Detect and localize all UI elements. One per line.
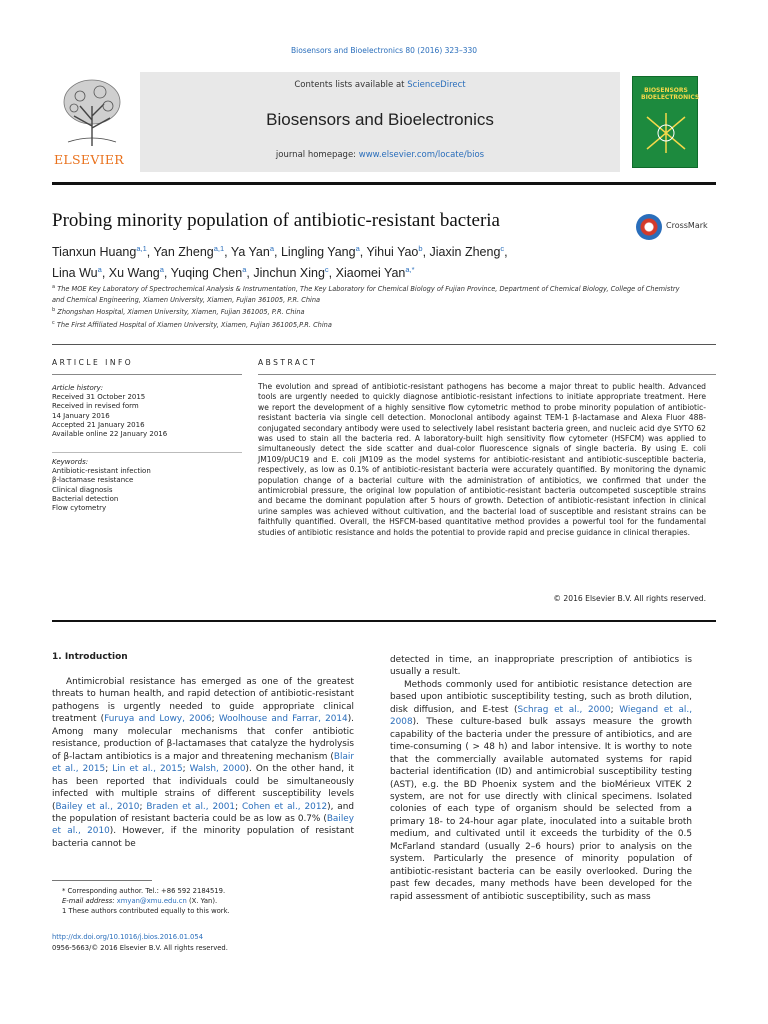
keyword-item: β-lactamase resistance bbox=[52, 476, 134, 485]
info-separator bbox=[52, 452, 242, 453]
author-affil-mark[interactable]: a bbox=[97, 265, 102, 275]
crossmark-label: CrossMark bbox=[666, 221, 708, 230]
text-run: ). On the other hand, it has been reported that individuals could be simultaneously infected with multiple strains of different susceptibility levels ( bbox=[52, 764, 355, 812]
crossmark-icon bbox=[636, 214, 662, 240]
article-title: Probing minority population of antibiotic-resistant bacteria bbox=[52, 210, 500, 231]
corresponding-author-note: * Corresponding author. Tel.: +86 592 2184519. bbox=[62, 887, 226, 895]
contents-prefix: Contents lists available at bbox=[294, 80, 408, 90]
text-run: ). Among many molecular mechanisms that confer antibiotic resistance, production of β-lactamases that catalyze the hydrolysis of β-lactam antibiotics is a major and threatening mechanism ( bbox=[52, 714, 354, 762]
reference-link[interactable]: Woolhouse and Farrar, 2014 bbox=[218, 714, 348, 725]
reference-link[interactable]: Walsh, 2000 bbox=[189, 764, 246, 775]
intro-paragraph bbox=[390, 679, 692, 903]
journal-citation[interactable]: Biosensors and Bioelectronics 80 (2016) 323–330 bbox=[290, 46, 478, 55]
info-rule bbox=[52, 374, 242, 375]
history-item: Received in revised form bbox=[52, 402, 139, 411]
text-run: ; bbox=[235, 801, 242, 812]
affiliation-item bbox=[52, 318, 692, 331]
right-column bbox=[390, 654, 692, 903]
reference-link[interactable]: Schrag et al., 2000 bbox=[517, 704, 611, 715]
author-affil-mark[interactable]: a bbox=[159, 265, 164, 275]
homepage-link[interactable]: www.elsevier.com/locate/bios bbox=[358, 150, 485, 160]
journal-cover-image[interactable] bbox=[632, 76, 698, 168]
author-affil-mark[interactable]: a bbox=[269, 244, 275, 253]
history-item: 14 January 2016 bbox=[52, 411, 110, 420]
contents-line bbox=[140, 80, 620, 90]
article-history bbox=[52, 384, 242, 439]
text-run: Methods commonly used for antibiotic resistance detection are based upon antibiotic susceptibility testing, such as broth dilution, disk diffusion, and E-test ( bbox=[390, 679, 692, 715]
text-run: ), and the population of resistant bacteria could be as low as 0.7% ( bbox=[52, 801, 354, 824]
keywords-label: Keywords: bbox=[52, 458, 89, 466]
affiliation-mark: b bbox=[52, 307, 56, 314]
keyword-item: Flow cytometry bbox=[52, 504, 107, 513]
history-item: Received 31 October 2015 bbox=[52, 393, 146, 402]
journal-banner bbox=[140, 72, 620, 172]
affiliation-item bbox=[52, 305, 692, 318]
reference-link[interactable]: Lin et al., 2015 bbox=[112, 764, 183, 775]
journal-title: Biosensors and Bioelectronics bbox=[266, 110, 494, 129]
elsevier-tree-icon bbox=[60, 76, 124, 146]
homepage-line bbox=[140, 150, 620, 160]
text-run: ). These culture-based bulk assays measure the growth capability of the bacteria under the pressure of antibiotics, and are time-consuming ( > 48 h) and labor intensive. It is worthy to note that the commercially available automated systems for rapid bacterial identification (ID) and antimicrobial susceptibility testing (AST), e.g. the BD Phoenix system and the bioMérieux VITEK 2 system, are not for use directly with clinical specimens. Isolated colonies of each type of organism should be selected from a primary 18- to 24-hour agar plate, inoculated into a suitable broth medium, and cultivated until it exceeds the turbidity of the 0.5 McFarland standard (usually 2–6 hours) prior to analysis on the system. Particularly the presence of minority population of antibiotic-resistant bacteria can be easily overlooked. During the past few decades, many methods have been developed for the rapid assessment of antibiotic susceptibility, such as mass bbox=[390, 717, 692, 902]
author-affil-mark[interactable]: a bbox=[355, 244, 360, 253]
keyword-item: Clinical diagnosis bbox=[52, 485, 113, 494]
keyword-item: Antibiotic-resistant infection bbox=[52, 467, 151, 476]
author-name[interactable]: Tianxun Huang bbox=[52, 245, 137, 260]
author-affil-mark[interactable]: c bbox=[324, 265, 329, 275]
homepage-prefix: journal homepage: bbox=[275, 150, 359, 160]
author-name[interactable]: Xu Wang bbox=[108, 266, 160, 281]
journal-header bbox=[52, 72, 716, 172]
doi-link[interactable]: http://dx.doi.org/10.1016/j.bios.2016.01.054 bbox=[52, 933, 204, 941]
text-run: ; bbox=[211, 714, 219, 725]
email-label: E-mail address: bbox=[62, 897, 117, 905]
affiliation-item bbox=[52, 282, 692, 305]
email-link[interactable]: xmyan@xmu.edu.cn bbox=[116, 897, 187, 905]
elsevier-wordmark: ELSEVIER bbox=[54, 152, 125, 167]
author-name[interactable]: Ya Yan bbox=[230, 245, 270, 260]
intro-paragraph bbox=[52, 676, 354, 850]
footnote-rule bbox=[52, 880, 152, 881]
cover-artwork-icon bbox=[643, 113, 689, 153]
affiliation-text: Zhongshan Hospital, Xiamen University, Xiamen, Fujian 361005, P.R. China bbox=[57, 308, 305, 317]
author-affil-mark[interactable]: c bbox=[500, 244, 505, 253]
reference-link[interactable]: Braden et al., 2001 bbox=[146, 801, 236, 812]
footnotes bbox=[52, 886, 354, 916]
text-run: ; bbox=[610, 704, 620, 715]
text-run: ; bbox=[105, 764, 113, 775]
affiliation-mark: a bbox=[52, 284, 56, 290]
author-affil-mark[interactable]: a bbox=[242, 265, 247, 275]
author-affil-mark[interactable]: a,* bbox=[405, 265, 415, 275]
abstract-bottom-rule bbox=[52, 620, 716, 622]
author-affil-mark[interactable]: b bbox=[418, 244, 423, 253]
equal-contribution-note: 1 These authors contributed equally to this work. bbox=[62, 907, 230, 915]
text-run: Antimicrobial resistance has emerged as one of the greatest threats to human health, and rapid detection of antibiotic-resistant pathogens is urgently needed to guide appropriate clinical treatment ( bbox=[52, 677, 354, 725]
reference-link[interactable]: Cohen et al., 2012 bbox=[241, 801, 328, 812]
cover-title: BIOSENSORS BIOELECTRONICS bbox=[641, 87, 700, 101]
affiliation-text: The First Affiliated Hospital of Xiamen University, Xiamen, Fujian 361005,P.R. China bbox=[56, 321, 332, 330]
abstract-copyright: © 2016 Elsevier B.V. All rights reserved. bbox=[553, 594, 706, 603]
intro-paragraph: detected in time, an inappropriate prescription of antibiotics is usually a result. bbox=[390, 655, 692, 678]
history-label: Article history: bbox=[52, 384, 104, 392]
author-affil-mark[interactable]: a,1 bbox=[136, 244, 147, 253]
reference-link[interactable]: Furuya and Lowy, 2006 bbox=[104, 714, 212, 725]
author-name[interactable]: Jiaxin Zheng bbox=[429, 245, 501, 260]
reference-link[interactable]: Wiegand et al., 2008 bbox=[390, 704, 693, 728]
reference-link[interactable]: Bailey et al., 2010 bbox=[52, 813, 354, 837]
history-item: Accepted 21 January 2016 bbox=[52, 420, 145, 429]
keywords bbox=[52, 458, 242, 513]
abstract-rule bbox=[258, 374, 716, 375]
email-suffix: (X. Yan). bbox=[186, 897, 218, 905]
article-info-heading: ARTICLE INFO bbox=[52, 358, 134, 367]
author-name[interactable]: Yuqing Chen bbox=[170, 266, 243, 281]
affiliation-text: The MOE Key Laboratory of Spectrochemical Analysis & Instrumentation, The Key Laboratory for Chemical Biology of Fujian Province, Department of Chemical Biology, College of Chemistry and Chemical Engineering, Xiamen University, Xiamen, Fujian 361005, P.R. China bbox=[52, 285, 680, 304]
introduction-heading: 1. Introduction bbox=[52, 652, 128, 662]
affiliations bbox=[52, 282, 692, 331]
sciencedirect-link[interactable]: ScienceDirect bbox=[407, 80, 466, 90]
author-name[interactable]: Jinchun Xing bbox=[253, 266, 325, 281]
section-divider bbox=[52, 344, 716, 345]
author-name[interactable]: Yihui Yao bbox=[366, 245, 419, 260]
left-column bbox=[52, 676, 354, 850]
author-name[interactable]: Lina Wu bbox=[52, 266, 98, 281]
keyword-item: Bacterial detection bbox=[52, 494, 119, 503]
text-run: ). However, if the minority population of resistant bacteria cannot be bbox=[52, 826, 354, 849]
header-rule bbox=[52, 182, 716, 185]
history-item: Available online 22 January 2016 bbox=[52, 430, 168, 439]
reference-link[interactable]: Bailey et al., 2010 bbox=[55, 801, 140, 812]
elsevier-logo[interactable] bbox=[52, 76, 132, 168]
author-affil-mark[interactable]: a,1 bbox=[213, 244, 225, 253]
reference-link[interactable]: Blair et al., 2015 bbox=[52, 751, 354, 775]
author-list: Tianxun Huang$^{a,1}$, Yan Zheng$^{a,1}$, Ya Yan$^a$, Lingling Yang$^a$, Yihui Yao$^b$, Jiaxin Zheng$^c$, Lina Wu$^a$, Xu Wang$^a$, Yuqing Chen$^a$, Jinchun Xing$^c$, Xiaomei Yan$^{a,*}$ bbox=[52, 244, 508, 281]
issn-line: 0956-5663/© 2016 Elsevier B.V. All rights reserved. bbox=[52, 944, 228, 952]
crossmark-badge[interactable] bbox=[636, 212, 716, 242]
author-name[interactable]: Yan Zheng bbox=[153, 245, 214, 260]
text-run: ; bbox=[139, 801, 147, 812]
abstract-heading: ABSTRACT bbox=[258, 358, 318, 367]
email-note bbox=[52, 896, 354, 906]
doi-block bbox=[52, 932, 228, 954]
affiliation-mark: c bbox=[52, 319, 55, 326]
author-name[interactable]: Lingling Yang bbox=[280, 245, 356, 260]
abstract-text: The evolution and spread of antibiotic-resistant pathogens has become a major threat to public health. Advanced tools are urgently needed to quickly diagnose antibiotic-resistant infections to initiate appropriate treatment. Here we report the development of a highly sensitive flow cytometric method to probe minority population of antibiotic-resistant bacteria via single cell detection. Monoclonal antibody against TEM-1 β-lactamase and Alexa Fluor 488-conjugated secondary antibody were used to selectively label resistant bacteria green, and nucleic acid dye SYTO 62 was used to stain all the bacteria red. A laboratory-built high sensitivity flow cytometer (HSFCM) was applied to simultaneously detect the side scatter and dual-color fluorescence signals of single bacteria. By using E. coli JM109/pUC19 and E. coli JM109 as the model systems for antibiotic-resistant and antibiotic-susceptible bacteria, respectively, as low as 0.1% of antibiotic-resistant bacteria were accurately quantified. By monitoring the dynamic population change of a bacterial culture with the administration of antibiotics, we confirmed that under the antimicrobial pressure, the original low population of antibiotic-resistant bacteria outcompeted susceptible strains and became the dominant population after 5 hours of growth. Detection of antibiotic-resistant infection in clinical urine samples was achieved without cultivation, and the bacterial load of susceptible and resistant strains can be faithfully quantified. Overall, the HSFCM-based quantitative method provides a powerful tool for the fundamental studies of antibiotic resistance and holds the potential to provide rapid and precise guidance in clinical therapies. bbox=[258, 382, 706, 537]
author-name[interactable]: Xiaomei Yan bbox=[335, 266, 406, 281]
text-run: ; bbox=[182, 764, 190, 775]
